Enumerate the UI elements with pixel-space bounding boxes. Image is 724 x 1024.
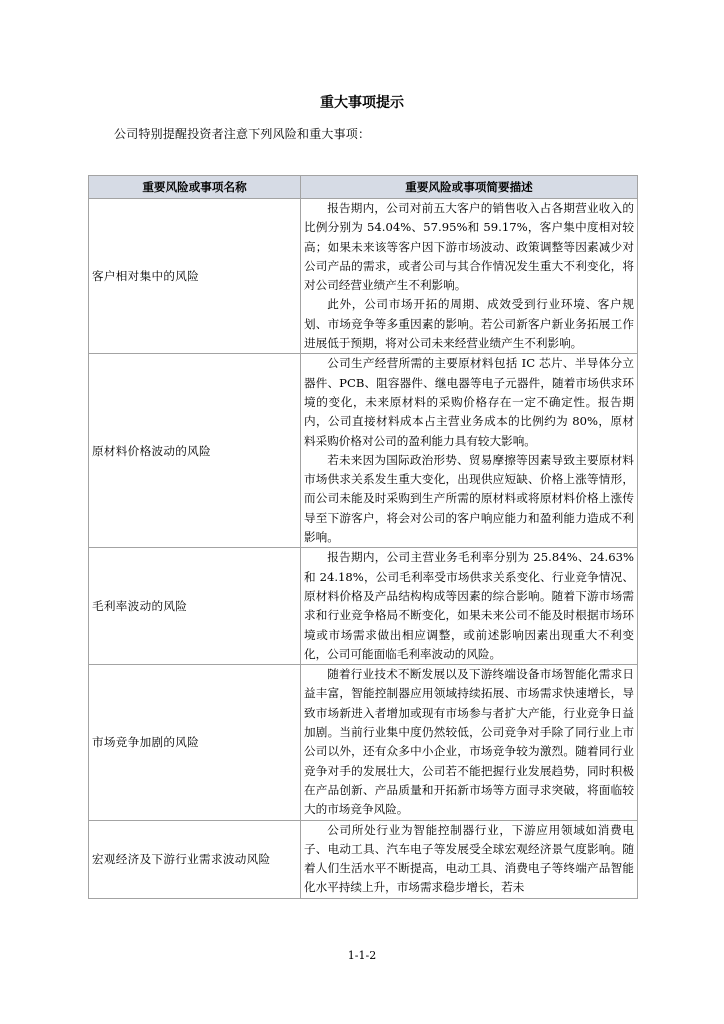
description-paragraph: 报告期内，公司对前五大客户的销售收入占各期营业收入的比例分别为 54.04%、57.95%和 59.17%，客户集中度相对较高；如果未来该等客户因下游市场波动、政策调整等因素减少对公司产品的需求，或者公司与其合作情况发生重大不利变化，将对公司经营业绩产生不利影响。	[304, 201, 634, 293]
risk-description	[301, 199, 638, 354]
page-number: 1-1-2	[347, 949, 377, 962]
risk-name: 宏观经济及下游行业需求波动风险	[89, 820, 301, 898]
description-paragraph: 此外，公司市场开拓的周期、成效受到行业环境、客户规划、市场竞争等多重因素的影响。若公司新客户新业务拓展工作进展低于预期，将对公司未来经营业绩产生不利影响。	[304, 297, 634, 351]
risk-name: 原材料价格波动的风险	[89, 354, 301, 548]
table-row	[89, 665, 638, 820]
intro-text: 公司特别提醒投资者注意下列风险和重大事项：	[114, 127, 371, 141]
table-row	[89, 354, 638, 548]
description-paragraph: 若未来因为国际政治形势、贸易摩擦等因素导致主要原材料市场供求关系发生重大变化，出现供应短缺、价格上涨等情形，而公司未能及时采购到生产所需的原材料或将原材料价格上涨传导至下游客户，将会对公司的客户响应能力和盈利能力造成不利影响。	[304, 452, 634, 545]
risk-description	[301, 665, 638, 820]
description-paragraph: 公司所处行业为智能控制器行业，下游应用领域如消费电子、电动工具、汽车电子等发展受全球宏观经济景气度影响。随着人们生活水平不断提高，电动工具、消费电子等终端产品智能化水平持续上升，市场需求稳步增长，若未	[304, 822, 634, 895]
description-paragraph: 公司生产经营所需的主要原材料包括 IC 芯片、半导体分立器件、PCB、阻容器件、继电器等电子元器件，随着市场供求环境的变化，未来原材料的采购价格存在一定不确定性。报告期内，公司直接材料成本占主营业务成本的比例约为 80%，原材料采购价格对公司的盈利能力具有较大影响。	[304, 356, 634, 448]
risk-table	[88, 175, 638, 899]
table-row	[89, 548, 638, 665]
header-risk-name: 重要风险或事项名称	[89, 176, 301, 199]
header-risk-description: 重要风险或事项简要描述	[301, 176, 638, 199]
risk-name: 市场竞争加剧的风险	[89, 665, 301, 820]
risk-name: 毛利率波动的风险	[89, 548, 301, 665]
risk-description	[301, 820, 638, 898]
table-row	[89, 820, 638, 898]
risk-description	[301, 548, 638, 665]
description-paragraph: 报告期内，公司主营业务毛利率分别为 25.84%、24.63%和 24.18%，公司毛利率受市场供求关系变化、行业竞争情况、原材料价格及产品结构构成等因素的综合影响。随着下游市场需求和行业竞争格局不断变化，如果未来公司不能及时根据市场环境或市场需求做出相应调整，或前述影响因素出现重大不利变化，公司可能面临毛利率波动的风险。	[304, 550, 634, 661]
page-title: 重大事项提示	[320, 95, 404, 111]
table-row	[89, 199, 638, 354]
description-paragraph: 随着行业技术不断发展以及下游终端设备市场智能化需求日益丰富，智能控制器应用领域持续拓展、市场需求快速增长，导致市场新进入者增加或现有市场参与者扩大产能，行业竞争日益加剧。当前行业集中度仍然较低，公司竞争对手除了同行业上市公司以外，还有众多中小企业，市场竞争较为激烈。随着同行业竞争对手的发展壮大，公司若不能把握行业发展趋势，同时积极在产品创新、产品质量和开拓新市场等方面寻求突破，将面临较大的市场竞争风险。	[304, 667, 634, 817]
table-header-row	[89, 176, 638, 199]
risk-description	[301, 354, 638, 548]
risk-name: 客户相对集中的风险	[89, 199, 301, 354]
